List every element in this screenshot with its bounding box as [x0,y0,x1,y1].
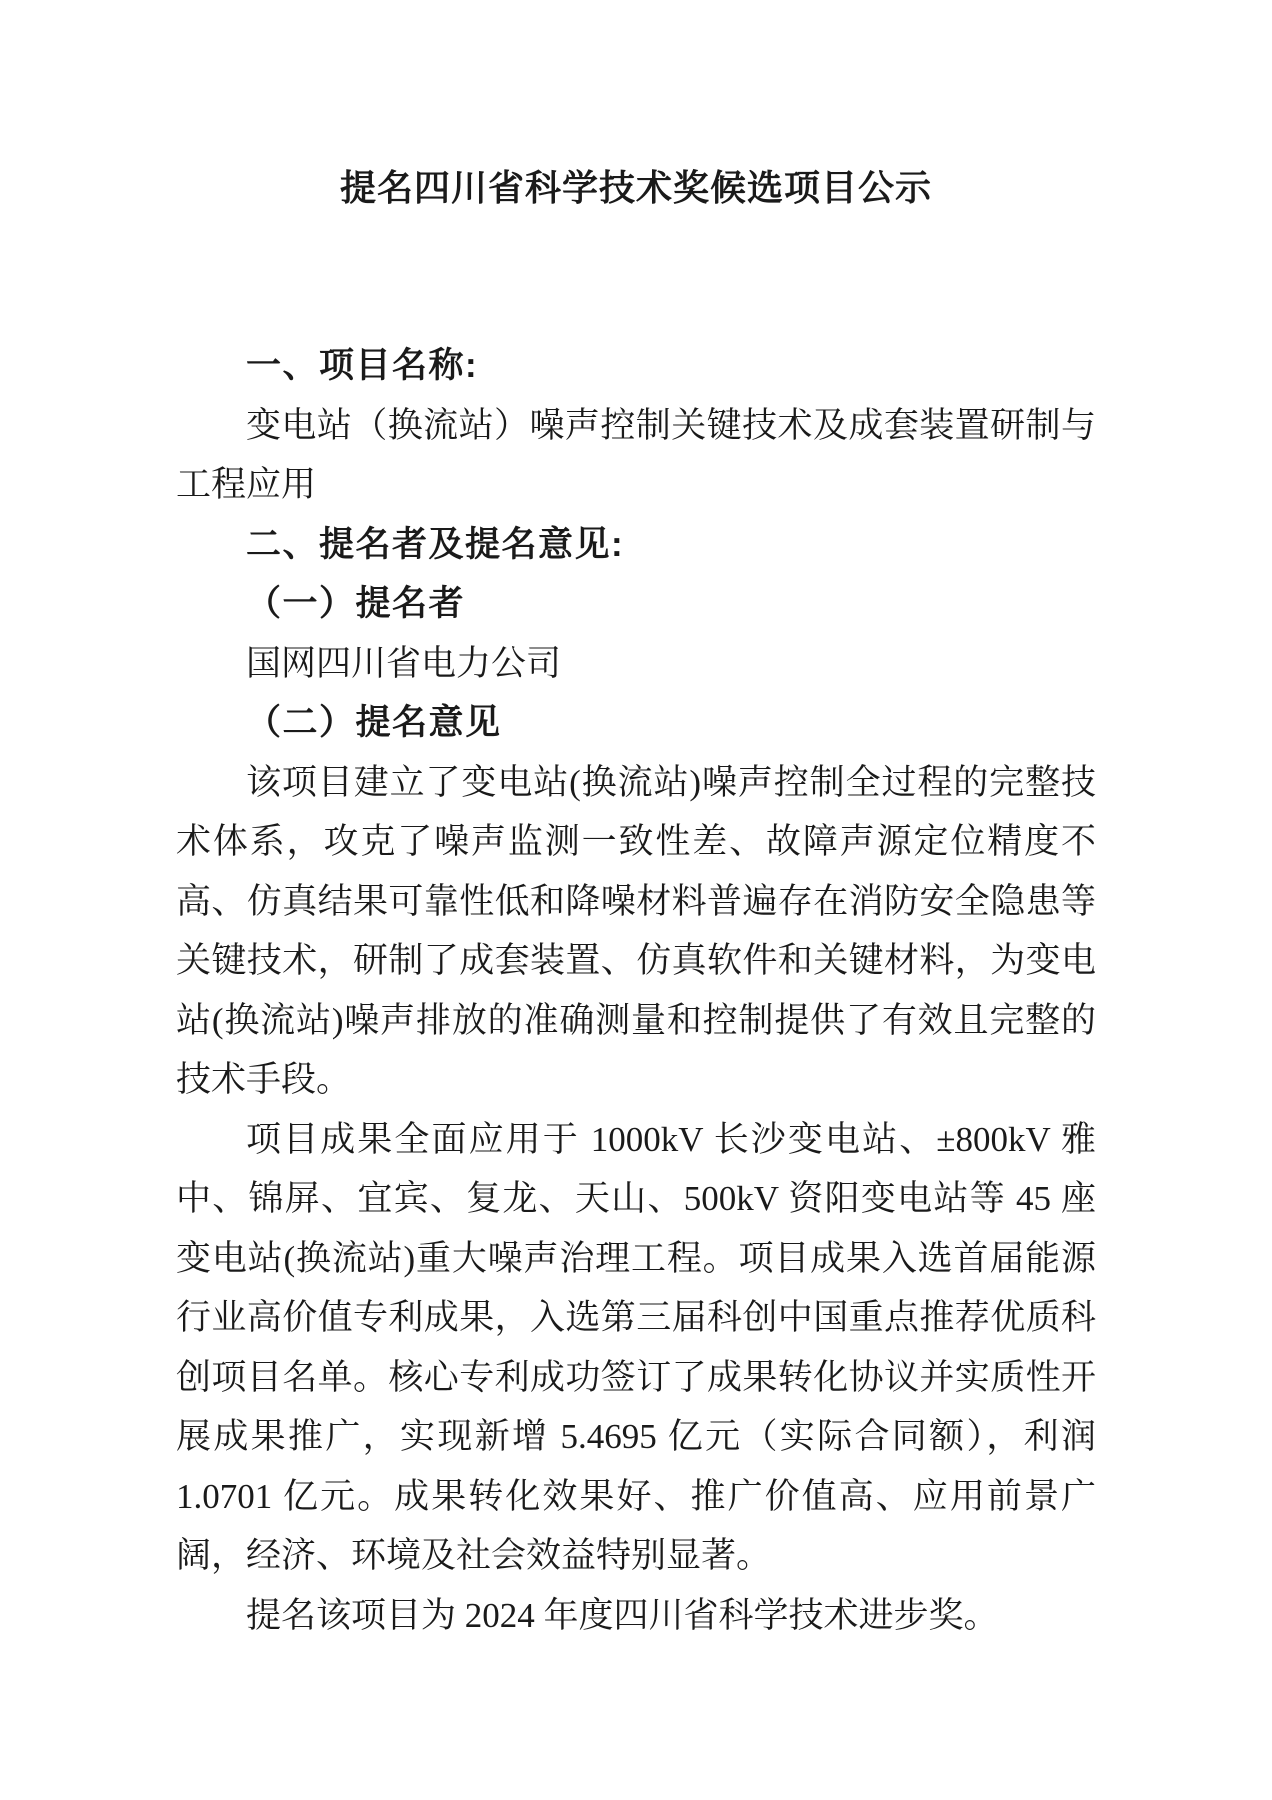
section-heading-nominator-and-opinion: 二、提名者及提名意见: [246,524,625,564]
section-heading-project-name: 一、项目名称: [246,346,479,385]
paragraph-nominator-name: 国网四川省电力公司 [246,643,562,683]
subsection-heading-nominator: （一）提名者 [246,584,466,623]
paragraph-opinion-technical: 该项目建立了变电站(换流站)噪声控制全过程的完整技术体系，攻克了噪声监测一致性差、故障声源定位精度不高、仿真结果可靠性低和降噪材料普遍存在消防安全隐患等关键技术，研制了成套装置、仿真软件和关键材料，为变电站(换流站)噪声排放的准确测量和控制提供了有效且完整的技术手段。 [176,762,1096,1099]
subsection-heading-nomination-opinion: （二）提名意见 [246,703,502,742]
paragraph-nomination-statement: 提名该项目为 2024 年度四川省科学技术进步奖。 [246,1595,999,1635]
doc-title: 提名四川省科学技术奖候选项目公示 [339,167,932,208]
paragraph-project-name: 变电站（换流站）噪声控制关键技术及成套装置研制与工程应用 [176,405,1096,504]
document-content [176,158,1096,1645]
paragraph-opinion-application: 项目成果全面应用于 1000kV 长沙变电站、±800kV 雅中、锦屏、宜宾、复龙、天山、500kV 资阳变电站等 45 座变电站(换流站)重大噪声治理工程。项目成果入选首届能源行业高价值专利成果，入选第三届科创中国重点推荐优质科创项目名单。核心专利成功签订了成果转化协议并实质性开展成果推广，实现新增 5.4695 亿元（实际合同额），利润 1.0701 亿元。成果转化效果好、推广价值高、应用前景广阔，经济、环境及社会效益特别显著。 [176,1119,1096,1575]
